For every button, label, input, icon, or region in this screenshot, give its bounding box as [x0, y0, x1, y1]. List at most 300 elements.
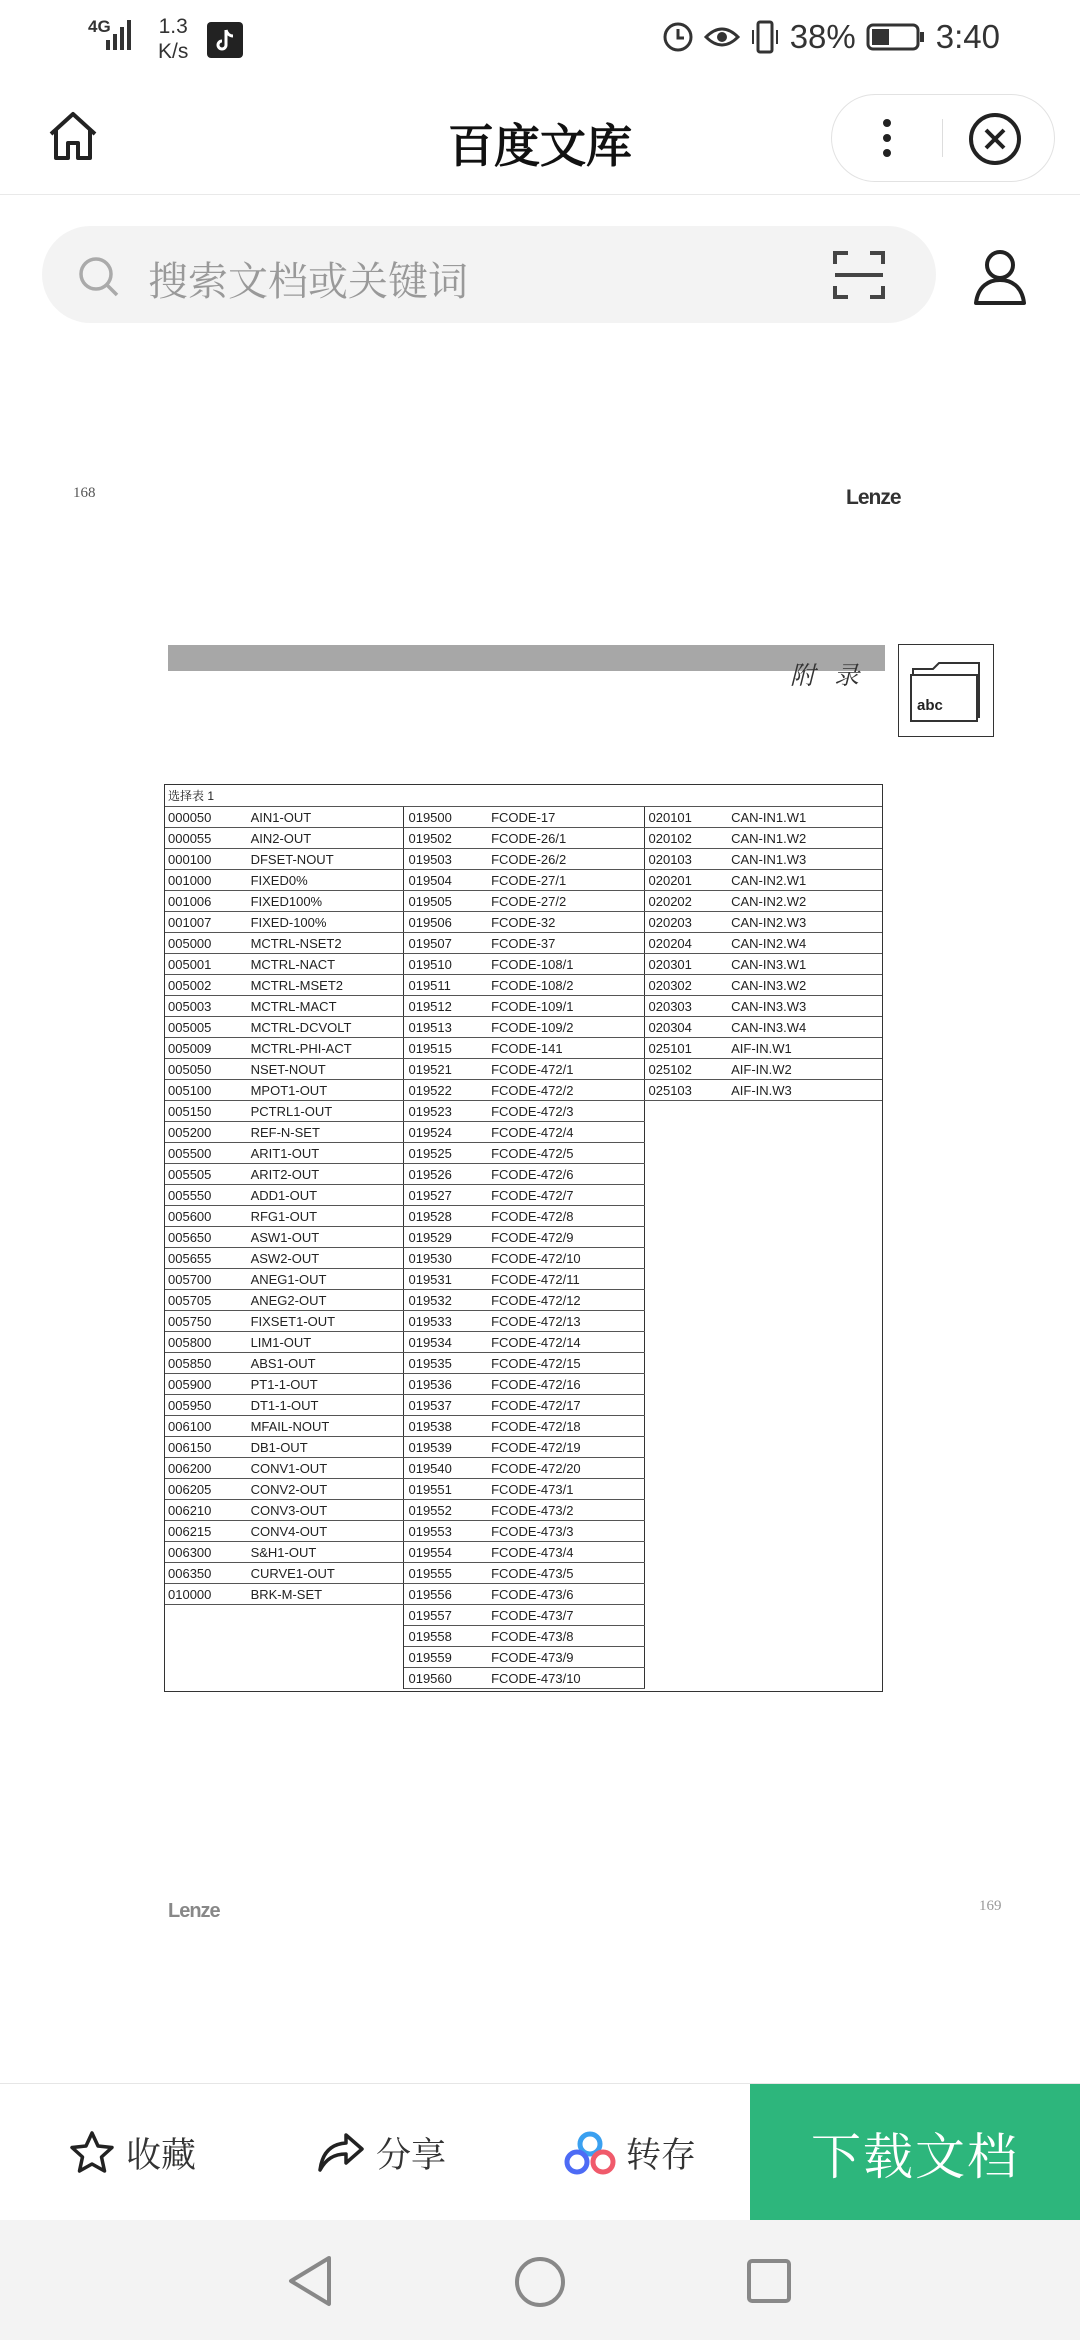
home-nav-icon[interactable]	[513, 2255, 567, 2309]
empty-cell	[727, 1332, 883, 1353]
code-cell: 019560	[404, 1668, 487, 1689]
signal-name-cell: FCODE-473/4	[487, 1542, 644, 1563]
mini-program-capsule	[831, 94, 1055, 182]
code-cell: 005550	[164, 1185, 247, 1206]
signal-name-cell: CAN-IN1.W2	[727, 828, 883, 849]
code-cell: 019557	[404, 1605, 487, 1626]
table-row	[164, 828, 883, 849]
signal-name-cell: MCTRL-MACT	[247, 996, 404, 1017]
table-row	[164, 1185, 883, 1206]
table-caption: 选择表 1	[164, 784, 883, 807]
code-cell: 019535	[404, 1353, 487, 1374]
signal-name-cell: DT1-1-OUT	[247, 1395, 404, 1416]
share-button[interactable]	[316, 2084, 446, 2221]
signal-name-cell: FCODE-472/13	[487, 1311, 644, 1332]
signal-name-cell: CONV4-OUT	[247, 1521, 404, 1542]
empty-cell	[727, 1290, 883, 1311]
search-icon	[78, 256, 120, 298]
signal-name-cell: FCODE-472/2	[487, 1080, 644, 1101]
signal-name-cell: CAN-IN1.W1	[727, 807, 883, 828]
network-speed	[158, 14, 188, 64]
signal-name-cell: FCODE-472/15	[487, 1353, 644, 1374]
empty-cell	[727, 1416, 883, 1437]
table-row	[164, 1500, 883, 1521]
signal-name-cell: FCODE-472/16	[487, 1374, 644, 1395]
table-row	[164, 1416, 883, 1437]
signal-name-cell: PT1-1-OUT	[247, 1374, 404, 1395]
signal-name-cell: FCODE-37	[487, 933, 644, 954]
signal-name-cell: CAN-IN3.W3	[727, 996, 883, 1017]
empty-cell	[164, 1605, 247, 1626]
empty-cell	[727, 1227, 883, 1248]
code-cell: 019530	[404, 1248, 487, 1269]
empty-cell	[644, 1584, 727, 1605]
table-row	[164, 1395, 883, 1416]
signal-name-cell: MPOT1-OUT	[247, 1080, 404, 1101]
empty-cell	[644, 1248, 727, 1269]
empty-cell	[727, 1395, 883, 1416]
table-row	[164, 807, 883, 828]
signal-name-cell: FCODE-108/2	[487, 975, 644, 996]
code-cell: 001007	[164, 912, 247, 933]
signal-name-cell: FCODE-472/7	[487, 1185, 644, 1206]
empty-cell	[644, 1374, 727, 1395]
code-cell: 019536	[404, 1374, 487, 1395]
empty-cell	[644, 1668, 727, 1689]
code-cell: 019515	[404, 1038, 487, 1059]
code-cell: 019513	[404, 1017, 487, 1038]
code-cell: 019529	[404, 1227, 487, 1248]
signal-icon	[88, 18, 132, 52]
network-type: 4G	[88, 17, 111, 36]
signal-name-cell: ANEG1-OUT	[247, 1269, 404, 1290]
signal-name-cell: CAN-IN1.W3	[727, 849, 883, 870]
signal-name-cell: FCODE-473/9	[487, 1647, 644, 1668]
code-cell: 019521	[404, 1059, 487, 1080]
table-row	[164, 933, 883, 954]
page-number-right: 169	[979, 1898, 1002, 1914]
empty-cell	[644, 1185, 727, 1206]
table-row	[164, 1668, 883, 1689]
code-cell: 020103	[644, 849, 727, 870]
signal-name-cell: CAN-IN2.W2	[727, 891, 883, 912]
empty-cell	[727, 1437, 883, 1458]
network-indicator	[88, 18, 111, 36]
signal-name-cell: FCODE-472/12	[487, 1290, 644, 1311]
code-cell: 006205	[164, 1479, 247, 1500]
more-icon[interactable]	[872, 117, 902, 159]
code-cell: 005750	[164, 1311, 247, 1332]
code-cell: 019527	[404, 1185, 487, 1206]
signal-name-cell: BRK-M-SET	[247, 1584, 404, 1605]
eye-comfort-icon	[704, 24, 740, 50]
code-cell: 019559	[404, 1647, 487, 1668]
selection-table	[164, 784, 883, 1689]
code-cell: 019523	[404, 1101, 487, 1122]
battery-percent: 38%	[789, 18, 856, 55]
signal-name-cell: MCTRL-NACT	[247, 954, 404, 975]
code-cell: 005002	[164, 975, 247, 996]
code-cell: 019534	[404, 1332, 487, 1353]
table-row	[164, 1248, 883, 1269]
signal-name-cell: FCODE-472/5	[487, 1143, 644, 1164]
code-cell: 020101	[644, 807, 727, 828]
code-cell: 019502	[404, 828, 487, 849]
code-cell: 025102	[644, 1059, 727, 1080]
signal-name-cell: FIXED0%	[247, 870, 404, 891]
code-cell: 019537	[404, 1395, 487, 1416]
signal-name-cell: FCODE-473/8	[487, 1626, 644, 1647]
code-cell: 019538	[404, 1416, 487, 1437]
search-input[interactable]: 搜索文档或关键词	[148, 260, 468, 304]
table-row	[164, 1563, 883, 1584]
scan-icon[interactable]	[832, 248, 886, 302]
signal-name-cell: CURVE1-OUT	[247, 1563, 404, 1584]
empty-cell	[644, 1206, 727, 1227]
code-cell: 005003	[164, 996, 247, 1017]
empty-cell	[644, 1101, 727, 1122]
empty-cell	[644, 1353, 727, 1374]
code-cell: 019558	[404, 1626, 487, 1647]
code-cell: 000055	[164, 828, 247, 849]
table-row	[164, 1626, 883, 1647]
empty-cell	[644, 1521, 727, 1542]
code-cell: 019532	[404, 1290, 487, 1311]
code-cell: 019524	[404, 1122, 487, 1143]
code-cell: 019506	[404, 912, 487, 933]
empty-cell	[644, 1647, 727, 1668]
table-row	[164, 849, 883, 870]
signal-name-cell: FCODE-472/4	[487, 1122, 644, 1143]
code-cell: 006100	[164, 1416, 247, 1437]
empty-cell	[644, 1227, 727, 1248]
code-cell: 006350	[164, 1563, 247, 1584]
recent-apps-icon[interactable]	[745, 2257, 793, 2305]
signal-name-cell: AIN1-OUT	[247, 807, 404, 828]
table-row	[164, 954, 883, 975]
code-cell: 005600	[164, 1206, 247, 1227]
page-title: 百度文库	[448, 120, 632, 172]
table-row	[164, 1647, 883, 1668]
table-row	[164, 1206, 883, 1227]
code-cell: 006300	[164, 1542, 247, 1563]
signal-name-cell: ABS1-OUT	[247, 1353, 404, 1374]
code-cell: 005500	[164, 1143, 247, 1164]
code-cell: 020201	[644, 870, 727, 891]
favorite-button[interactable]	[68, 2084, 196, 2221]
speed-unit: K/s	[158, 40, 189, 63]
favorite-label: 收藏	[126, 2135, 197, 2175]
signal-name-cell: AIF-IN.W3	[727, 1080, 883, 1101]
code-cell: 019512	[404, 996, 487, 1017]
code-cell: 019552	[404, 1500, 487, 1521]
empty-cell	[727, 1143, 883, 1164]
code-cell: 005000	[164, 933, 247, 954]
empty-cell	[164, 1626, 247, 1647]
empty-cell	[727, 1122, 883, 1143]
signal-name-cell: MCTRL-NSET2	[247, 933, 404, 954]
code-cell: 019526	[404, 1164, 487, 1185]
table-row	[164, 996, 883, 1017]
tiktok-notification-icon	[207, 22, 243, 58]
signal-name-cell: AIF-IN.W1	[727, 1038, 883, 1059]
signal-name-cell: CAN-IN3.W1	[727, 954, 883, 975]
empty-cell	[727, 1185, 883, 1206]
table-row	[164, 1374, 883, 1395]
signal-name-cell: FCODE-109/2	[487, 1017, 644, 1038]
signal-name-cell: FCODE-473/10	[487, 1668, 644, 1689]
table-row	[164, 1122, 883, 1143]
code-cell: 005650	[164, 1227, 247, 1248]
section-band	[168, 645, 885, 671]
signal-name-cell: FCODE-26/2	[487, 849, 644, 870]
bottom-action-bar	[0, 2083, 1080, 2221]
code-cell: 019525	[404, 1143, 487, 1164]
signal-name-cell: FCODE-472/19	[487, 1437, 644, 1458]
empty-cell	[247, 1626, 404, 1647]
speed-value: 1.3	[158, 15, 188, 38]
empty-cell	[644, 1143, 727, 1164]
signal-name-cell: FCODE-472/11	[487, 1269, 644, 1290]
code-cell: 019554	[404, 1542, 487, 1563]
code-cell: 019555	[404, 1563, 487, 1584]
empty-cell	[727, 1458, 883, 1479]
app-header	[0, 80, 1080, 195]
code-cell: 005001	[164, 954, 247, 975]
empty-cell	[727, 1542, 883, 1563]
vibrate-icon	[750, 20, 780, 54]
code-cell: 001006	[164, 891, 247, 912]
code-cell: 005950	[164, 1395, 247, 1416]
code-cell: 020301	[644, 954, 727, 975]
code-cell: 006200	[164, 1458, 247, 1479]
signal-name-cell: FCODE-26/1	[487, 828, 644, 849]
empty-cell	[727, 1500, 883, 1521]
signal-name-cell: CONV2-OUT	[247, 1479, 404, 1500]
signal-name-cell: FCODE-472/3	[487, 1101, 644, 1122]
table-row	[164, 870, 883, 891]
code-cell: 019551	[404, 1479, 487, 1500]
table-row	[164, 1017, 883, 1038]
code-cell: 006215	[164, 1521, 247, 1542]
empty-cell	[644, 1269, 727, 1290]
signal-name-cell: FCODE-141	[487, 1038, 644, 1059]
signal-name-cell: FCODE-473/1	[487, 1479, 644, 1500]
table-row	[164, 891, 883, 912]
empty-cell	[164, 1668, 247, 1689]
code-cell: 005050	[164, 1059, 247, 1080]
code-cell: 005900	[164, 1374, 247, 1395]
signal-name-cell: FCODE-472/9	[487, 1227, 644, 1248]
signal-name-cell: FCODE-472/10	[487, 1248, 644, 1269]
code-cell: 006210	[164, 1500, 247, 1521]
code-cell: 006150	[164, 1437, 247, 1458]
signal-name-cell: FCODE-27/2	[487, 891, 644, 912]
signal-name-cell: MCTRL-MSET2	[247, 975, 404, 996]
code-cell: 005700	[164, 1269, 247, 1290]
signal-name-cell: DB1-OUT	[247, 1437, 404, 1458]
empty-cell	[727, 1521, 883, 1542]
signal-name-cell: AIN2-OUT	[247, 828, 404, 849]
code-cell: 019556	[404, 1584, 487, 1605]
empty-cell	[727, 1584, 883, 1605]
signal-name-cell: ADD1-OUT	[247, 1185, 404, 1206]
signal-name-cell: REF-N-SET	[247, 1122, 404, 1143]
code-cell: 005005	[164, 1017, 247, 1038]
code-cell: 019539	[404, 1437, 487, 1458]
signal-name-cell: AIF-IN.W2	[727, 1059, 883, 1080]
table-row	[164, 1437, 883, 1458]
code-cell: 019500	[404, 807, 487, 828]
empty-cell	[644, 1626, 727, 1647]
table-row	[164, 1605, 883, 1626]
folder-label: abc	[917, 697, 943, 714]
brand-logo-top: Lenze	[846, 486, 901, 509]
empty-cell	[644, 1542, 727, 1563]
clock: 3:40	[935, 18, 1000, 55]
code-cell: 005100	[164, 1080, 247, 1101]
empty-cell	[644, 1122, 727, 1143]
signal-name-cell: S&H1-OUT	[247, 1542, 404, 1563]
signal-name-cell: FIXED100%	[247, 891, 404, 912]
signal-name-cell: DFSET-NOUT	[247, 849, 404, 870]
code-cell: 005505	[164, 1164, 247, 1185]
signal-name-cell: FCODE-473/7	[487, 1605, 644, 1626]
signal-name-cell: FCODE-472/8	[487, 1206, 644, 1227]
table-row	[164, 1164, 883, 1185]
brand-logo-bottom: Lenze	[168, 1900, 220, 1922]
back-icon[interactable]	[285, 2254, 335, 2308]
empty-cell	[644, 1395, 727, 1416]
signal-name-cell: FCODE-109/1	[487, 996, 644, 1017]
save-to-cloud-button[interactable]	[564, 2084, 696, 2221]
empty-cell	[644, 1332, 727, 1353]
code-cell: 019507	[404, 933, 487, 954]
table-row	[164, 1290, 883, 1311]
signal-name-cell: FCODE-473/2	[487, 1500, 644, 1521]
code-cell: 001000	[164, 870, 247, 891]
share-icon	[316, 2130, 366, 2176]
code-cell: 005150	[164, 1101, 247, 1122]
signal-name-cell: FCODE-17	[487, 807, 644, 828]
baidu-netdisk-icon	[564, 2130, 616, 2176]
table-row	[164, 1521, 883, 1542]
signal-name-cell: CAN-IN3.W2	[727, 975, 883, 996]
signal-name-cell: FCODE-472/14	[487, 1332, 644, 1353]
signal-name-cell: FCODE-472/20	[487, 1458, 644, 1479]
search-bar[interactable]	[42, 226, 936, 323]
signal-name-cell: MCTRL-DCVOLT	[247, 1017, 404, 1038]
signal-name-cell: CAN-IN3.W4	[727, 1017, 883, 1038]
download-button[interactable]: 下载文档	[750, 2084, 1080, 2221]
empty-cell	[644, 1164, 727, 1185]
empty-cell	[247, 1647, 404, 1668]
table-row	[164, 1584, 883, 1605]
signal-name-cell: ASW2-OUT	[247, 1248, 404, 1269]
battery-icon	[866, 22, 926, 52]
signal-name-cell: FCODE-27/1	[487, 870, 644, 891]
empty-cell	[644, 1605, 727, 1626]
empty-cell	[644, 1458, 727, 1479]
signal-name-cell: CONV3-OUT	[247, 1500, 404, 1521]
code-cell: 000050	[164, 807, 247, 828]
empty-cell	[727, 1626, 883, 1647]
empty-cell	[644, 1479, 727, 1500]
table-row	[164, 1143, 883, 1164]
share-label: 分享	[376, 2135, 447, 2175]
code-cell: 005655	[164, 1248, 247, 1269]
empty-cell	[727, 1479, 883, 1500]
empty-cell	[727, 1164, 883, 1185]
code-cell: 020204	[644, 933, 727, 954]
code-cell: 019505	[404, 891, 487, 912]
signal-name-cell: FCODE-473/6	[487, 1584, 644, 1605]
empty-cell	[727, 1647, 883, 1668]
empty-cell	[727, 1269, 883, 1290]
table-row	[164, 1269, 883, 1290]
table-row	[164, 1542, 883, 1563]
empty-cell	[727, 1311, 883, 1332]
code-cell: 020202	[644, 891, 727, 912]
empty-cell	[247, 1605, 404, 1626]
user-icon[interactable]	[973, 248, 1027, 306]
code-cell: 000100	[164, 849, 247, 870]
empty-cell	[727, 1206, 883, 1227]
code-cell: 005800	[164, 1332, 247, 1353]
empty-cell	[644, 1437, 727, 1458]
star-icon	[68, 2129, 116, 2177]
empty-cell	[727, 1101, 883, 1122]
empty-cell	[644, 1500, 727, 1521]
code-cell: 020303	[644, 996, 727, 1017]
code-cell: 019528	[404, 1206, 487, 1227]
code-cell: 019503	[404, 849, 487, 870]
code-cell: 005705	[164, 1290, 247, 1311]
empty-cell	[644, 1311, 727, 1332]
table-row	[164, 1101, 883, 1122]
table-row	[164, 1311, 883, 1332]
save-label: 转存	[626, 2135, 697, 2175]
close-icon[interactable]	[968, 112, 1022, 166]
signal-name-cell: FCODE-472/1	[487, 1059, 644, 1080]
table-row	[164, 1059, 883, 1080]
data-saver-icon	[662, 21, 694, 53]
signal-name-cell: MCTRL-PHI-ACT	[247, 1038, 404, 1059]
signal-name-cell: ANEG2-OUT	[247, 1290, 404, 1311]
table-row	[164, 1479, 883, 1500]
table-row	[164, 1080, 883, 1101]
signal-name-cell: CAN-IN2.W4	[727, 933, 883, 954]
signal-name-cell: FIXSET1-OUT	[247, 1311, 404, 1332]
signal-name-cell: ARIT1-OUT	[247, 1143, 404, 1164]
empty-cell	[727, 1668, 883, 1689]
table-row	[164, 1332, 883, 1353]
capsule-divider	[942, 119, 943, 157]
table-row	[164, 975, 883, 996]
empty-cell	[727, 1563, 883, 1584]
empty-cell	[644, 1290, 727, 1311]
empty-cell	[247, 1668, 404, 1689]
signal-name-cell: FIXED-100%	[247, 912, 404, 933]
code-cell: 005850	[164, 1353, 247, 1374]
code-cell: 020102	[644, 828, 727, 849]
table-row	[164, 1353, 883, 1374]
signal-name-cell: ARIT2-OUT	[247, 1164, 404, 1185]
status-right	[662, 18, 1000, 56]
code-cell: 025101	[644, 1038, 727, 1059]
signal-name-cell: RFG1-OUT	[247, 1206, 404, 1227]
empty-cell	[727, 1248, 883, 1269]
